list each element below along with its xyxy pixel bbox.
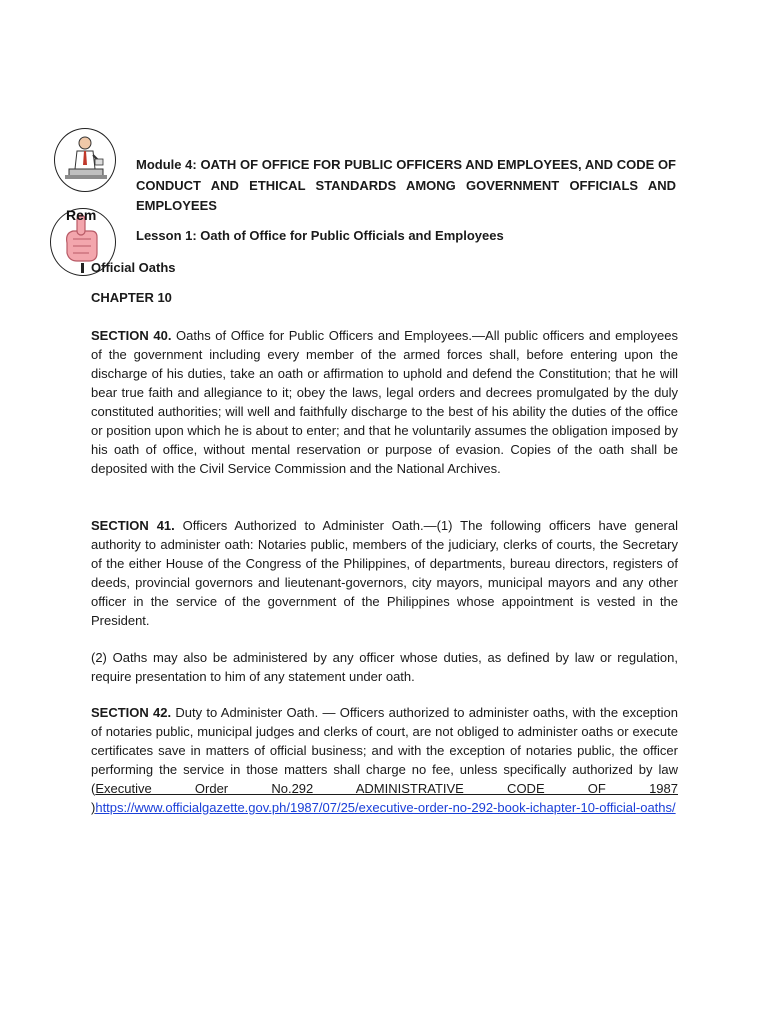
official-gazette-link[interactable]: https://www.officialgazette.gov.ph/1987/07/25/executive-order-no-292-book-ichapter-10-official-oaths/ — [95, 800, 676, 815]
section-41 — [91, 516, 678, 630]
section-41-text: Officers Authorized to Administer Oath.—(1) The following officers have general authority to administer oath: Notaries public, members of the judiciary, clerks of courts, the Secretary of the either House of the Congress of the Philippines, of departments, bureau directors, registers of deeds, provincial governors and lieutenant-governors, city mayors, municipal mayors and any other officer in the service of the government of the Philippines whose appointment is vested in the President. — [91, 518, 678, 628]
person-at-desk-icon — [54, 128, 116, 192]
section-41-label: SECTION 41. — [91, 518, 175, 533]
section-40-text: Oaths of Office for Public Officers and Employees.—All public officers and employees of the government including every member of the armed forces shall, before entering upon the discharge of his duties, take an oath or affirmation to uphold and defend the Constitution; that he will bear true faith and allegiance to it; obey the laws, legal orders and decrees promulgated by the duly constituted authorities; will well and faithfully discharge to the best of his ability the duties of the office or position upon which he is about to enter; and that he voluntarily assumes the obligation imposed by his oath of office, without mental reservation or purpose of evasion. Copies of the oath shall be deposited with the Civil Service Commission and the National Archives. — [91, 328, 678, 476]
section-41-paragraph-2 — [91, 648, 678, 686]
rem-label: Rem — [66, 207, 97, 223]
official-oaths-heading: Official Oaths — [91, 260, 176, 275]
section-41-2-text: (2) Oaths may also be administered by any officer whose duties, as defined by law or regulation, require presentation to him of any statement under oath. — [91, 650, 678, 684]
section-40 — [91, 326, 678, 478]
module-title: Module 4: OATH OF OFFICE FOR PUBLIC OFFICERS AND EMPLOYEES, AND CODE OF CONDUCT AND ETHICAL STANDARDS AMONG GOVERNMENT OFFICIALS AND EMPLOYEES — [136, 157, 676, 213]
section-42-text: Duty to Administer Oath. — Officers authorized to administer oaths, with the exception of notaries public, municipal judges and clerks of court, are not obliged to administer oaths or execute certificates save in matters of official business; and with the exception of notaries public, the officer performing the service in those matters shall charge no fee, unless specifically authorized by law ( — [91, 705, 678, 796]
section-42-label: SECTION 42. — [91, 705, 172, 720]
lesson-title: Lesson 1: Oath of Office for Public Officials and Employees — [136, 228, 504, 243]
section-40-label: SECTION 40. — [91, 328, 172, 343]
citation-text: Executive Order No.292 ADMINISTRATIVE CODE OF 1987 ) — [91, 781, 678, 815]
section-42 — [91, 703, 678, 817]
chapter-heading: CHAPTER 10 — [91, 290, 172, 305]
